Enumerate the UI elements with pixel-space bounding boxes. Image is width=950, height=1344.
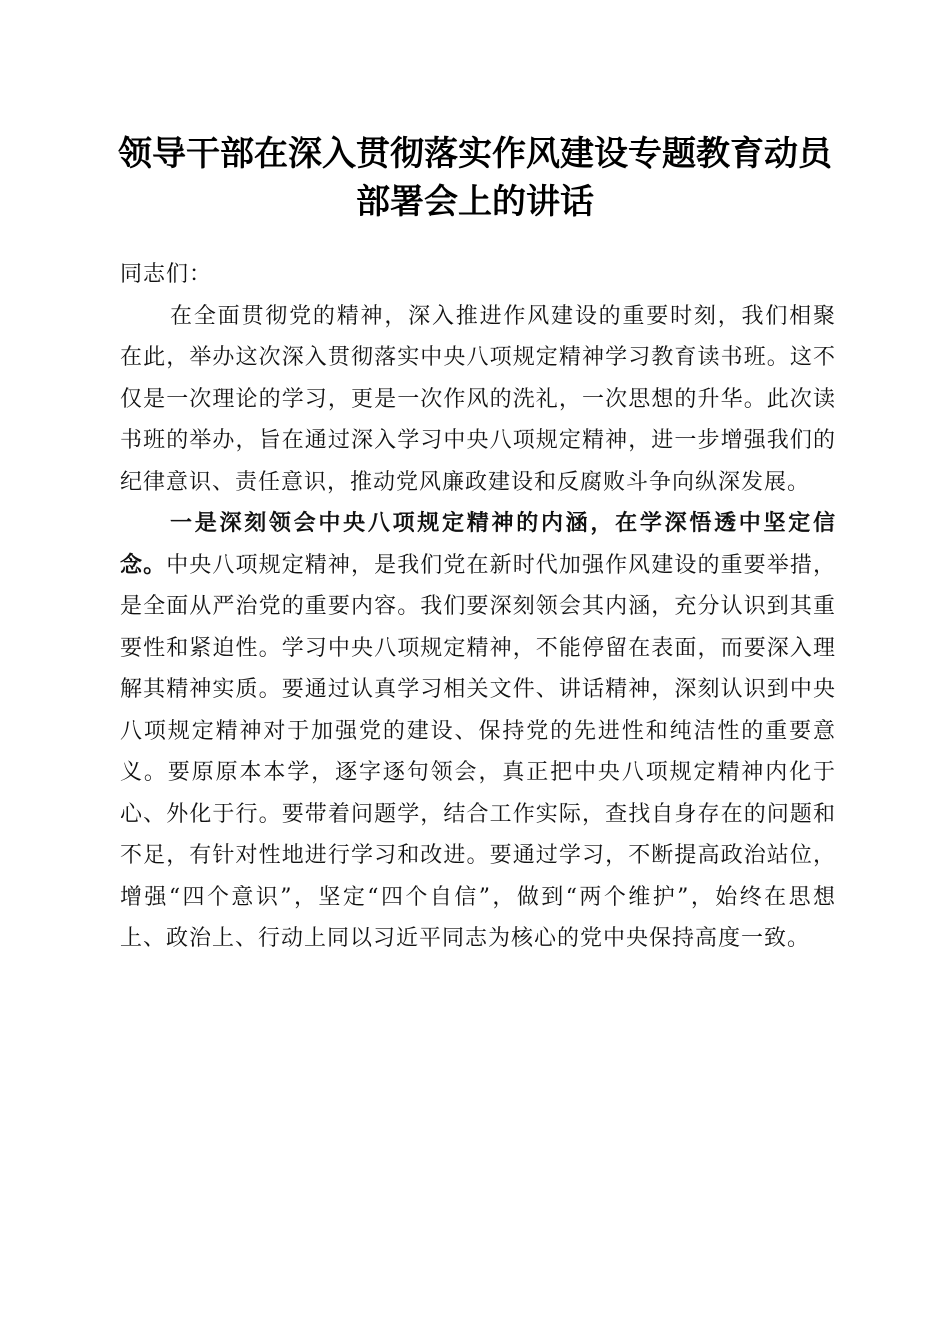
paragraph-point-one bbox=[120, 503, 836, 960]
paragraph-intro bbox=[120, 296, 836, 504]
paragraph-lead: 一是深刻领会中央八项规定精神的内涵，在学深悟透中坚定信念。 bbox=[120, 510, 836, 578]
document-title: 领导干部在深入贯彻落实作风建设专题教育动员部署会上的讲话 bbox=[118, 134, 832, 222]
paragraph-text: 中央八项规定精神，是我们党在新时代加强作风建设的重要举措，是全面从严治党的重要内容。我们要深刻领会其内涵，充分认识到其重要性和紧迫性。学习中央八项规定精神，不能停留在表面，而要深入理解其精神实质。要通过认真学习相关文件、讲话精神，深刻认识到中央八项规定精神对于加强党的建设、保持党的先进性和纯洁性的重要意义。要原原本本学，逐字逐句领会，真正把中央八项规定精神内化于心、外化于行。要带着问题学，结合工作实际，查找自身存在的问题和不足，有针对性地进行学习和改进。要通过学习，不断提高政治站位，增强“四个意识”，坚定“四个自信”，做到“两个维护”，始终在思想上、政治上、行动上同以习近平同志为核心的党中央保持高度一致。 bbox=[120, 552, 836, 951]
paragraph-text: 在全面贯彻党的精神，深入推进作风建设的重要时刻，我们相聚在此，举办这次深入贯彻落实中央八项规定精神学习教育读书班。这不仅是一次理论的学习，更是一次作风的洗礼，一次思想的升华。此次读书班的举办，旨在通过深入学习中央八项规定精神，进一步增强我们的纪律意识、责任意识，推动党风廉政建设和反腐败斗争向纵深发展。 bbox=[120, 303, 836, 495]
document-body bbox=[120, 254, 836, 960]
salutation: 同志们： bbox=[120, 262, 213, 287]
